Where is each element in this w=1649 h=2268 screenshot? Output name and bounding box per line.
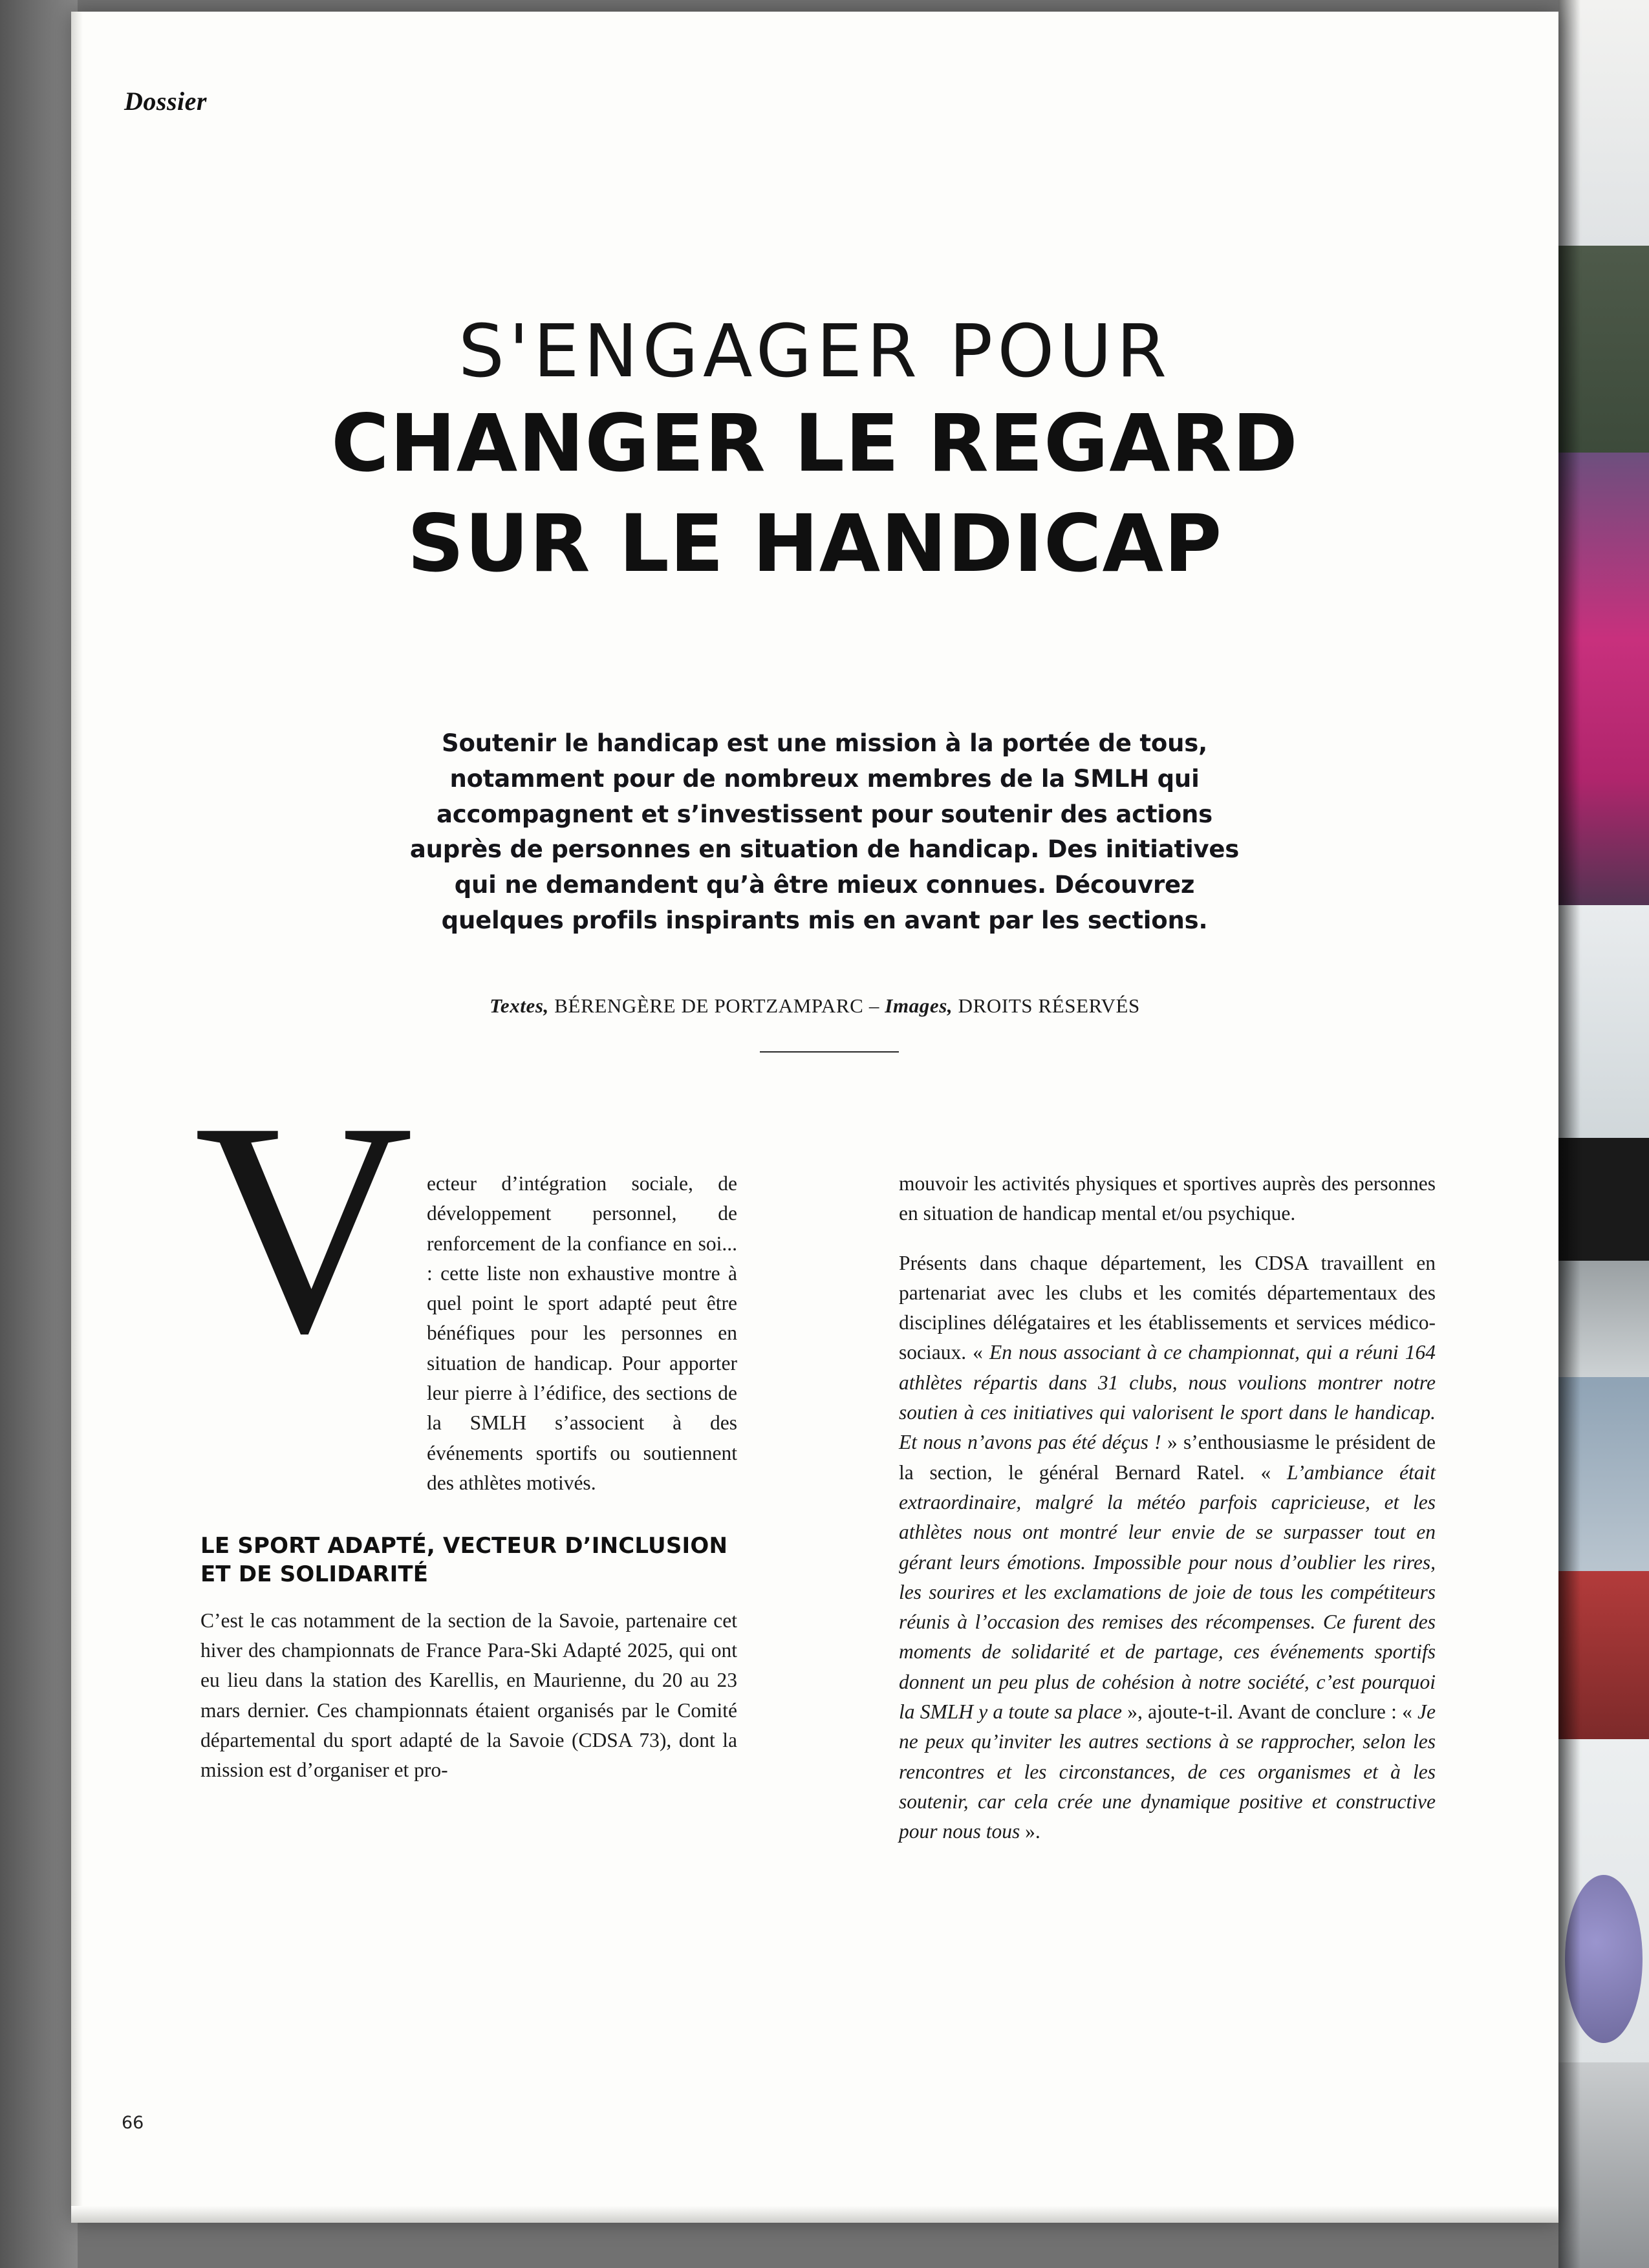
body-paragraph-right-1: mouvoir les activités physiques et sportives auprès des personnes en situation de handicap mental et/ou psychique. — [899, 1172, 1436, 1225]
intro-paragraph: ecteur d’intégration sociale, de développement personnel, de renforcement de la confiance en soi... : cette liste non exhaustive montre à quel point le sport adapté peut être bénéfiques pour les personnes en situation de handicap. Pour apporter leur pierre à l’édifice, des sections de la SMLH s’associent à des événements sportifs ou soutiennent des athlètes motivés. — [427, 1172, 737, 1494]
facing-page-photo-strip — [1558, 0, 1649, 2268]
right-quote-3: Je ne peux qu’inviter les autres sections à se rapprocher, selon les rencontres et les circonstances, de ces organismes et à les soutenir, car cela crée une dynamique positive et constructive pour nous tous — [899, 1700, 1436, 1843]
title-line-1: S'ENGAGER POUR — [458, 310, 1172, 394]
article-title — [71, 310, 1558, 590]
body-column-left — [194, 1059, 737, 1785]
article-credits — [71, 994, 1558, 1018]
body-paragraph-right-2 — [899, 1248, 1436, 1847]
credits-divider — [760, 1051, 899, 1053]
page-gutter-shadow — [0, 0, 78, 2268]
right-quote-1: En nous associant à ce championnat, qui a réuni 164 athlètes répartis dans 31 clubs, nous voulions montrer notre soutien à ces initiatives qui valorisent le sport dans le handicap. Et nous n’avons pas été déçus ! — [899, 1341, 1436, 1454]
right-quote-2: L’ambiance était extraordinaire, malgré la météo parfois capricieuse, et les athlètes nous ont montré leur envie de se surpasser tout en gérant leurs émotions. Impossible pour nous d’oublier les rires, les sourires et les exclamations de joie de tous les compétiteurs réunis à l’occasion des remises des récompenses. Ce furent des moments de solidarité et de partage, ces événements sportifs donnent un peu plus de cohésion à notre société, c’est pourquoi la SMLH y a toute sa place — [899, 1460, 1436, 1724]
intro-paragraph-block — [194, 1059, 737, 1498]
title-line-2: CHANGER LE REGARD — [331, 398, 1299, 489]
body-paragraph-left: C’est le cas notamment de la section de la Savoie, partenaire cet hiver des championnats de France Para-Ski Adapté 2025, qui ont eu lieu dans la station des Karellis, en Maurienne, du 20 au 23 mars dernier. Ces championnats étaient organisés par le Comité départemental du sport adapté de la Savoie (CDSA 73), dont la mission est d’organiser et pro- — [200, 1609, 737, 1782]
right-mid-2: », ajoute-t-il. Avant de conclure : « — [1122, 1700, 1418, 1724]
drop-cap: V — [194, 1059, 407, 1396]
right-mid-1: » s’enthousiasme le président de la section, le général Bernard Ratel. « — [899, 1431, 1436, 1484]
right-text-2: Présents dans chaque département, les CDSA travaillent en partenariat avec les clubs et les comités départementaux des disciplines délégataires et les établissements et services médico-sociaux. « — [899, 1251, 1436, 1364]
right-end: ». — [1020, 1820, 1040, 1843]
credits-images-value: DROITS RÉSERVÉS — [958, 994, 1140, 1017]
body-subheading: LE SPORT ADAPTÉ, VECTEUR D’INCLUSION ET DE SOLIDARITÉ — [200, 1533, 728, 1588]
page-content — [71, 12, 1558, 2223]
body-column-right — [899, 1169, 1436, 1847]
magazine-page — [71, 12, 1558, 2223]
credits-textes-label: Textes, — [490, 994, 549, 1017]
credits-textes-value: BÉRENGÈRE DE PORTZAMPARC — [554, 994, 864, 1017]
credits-images-label: Images, — [885, 994, 953, 1017]
title-line-3: SUR LE HANDICAP — [407, 497, 1223, 590]
credits-separator: – — [868, 994, 879, 1017]
article-standfirst: Soutenir le handicap est une mission à la portée de tous, notamment pour de nombreux membres de la SMLH qui accompagnent et s’investissent pour soutenir des actions auprès de personnes en situation de handicap. Des initiatives qui ne demandent qu’à être mieux connues. Découvrez quelques profils inspirants mis en avant par les sections. — [409, 729, 1240, 934]
section-rubric: Dossier — [124, 87, 207, 116]
page-number: 66 — [122, 2113, 144, 2133]
facing-page-shadow — [1558, 0, 1580, 2268]
